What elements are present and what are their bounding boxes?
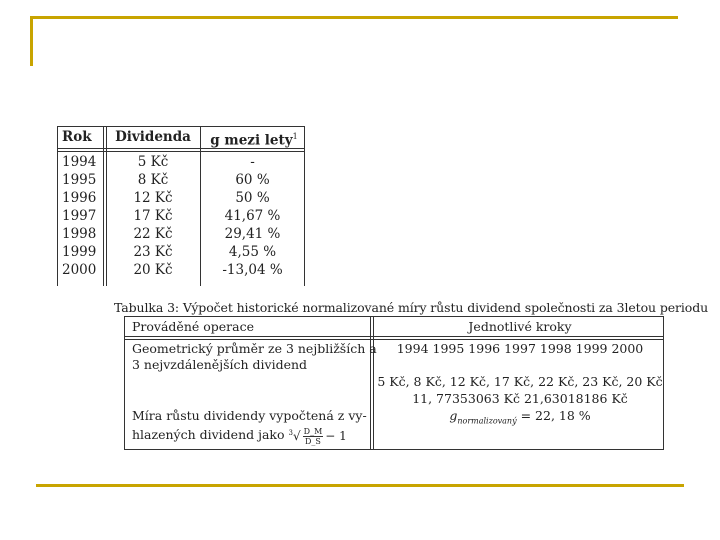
- row-5-dividend: 23 Kč: [133, 244, 173, 260]
- row-3-dividend: 17 Kč: [133, 208, 173, 224]
- row-0-dividend: 5 Kč: [137, 154, 169, 170]
- fraction-denominator: D_S: [305, 437, 321, 446]
- frame-left-line: [30, 16, 33, 66]
- root-formula: [289, 425, 347, 446]
- row-1-dividend: 8 Kč: [137, 172, 169, 188]
- fraction: [303, 427, 324, 446]
- row-0-year: 1994: [62, 154, 97, 170]
- row-3-growth: 41,67 %: [224, 208, 281, 224]
- row-1-year: 1995: [62, 172, 97, 188]
- row-6-dividend: 20 Kč: [133, 262, 173, 278]
- row-2-dividend: 12 Kč: [133, 190, 173, 206]
- g-subscript: normalizovaný: [457, 416, 517, 426]
- header-steps: Jednotlivé kroky: [468, 319, 572, 334]
- row-4-growth: 29,41 %: [224, 226, 281, 242]
- row-1-growth: 60 %: [235, 172, 270, 188]
- frame-top-line: [30, 16, 678, 19]
- header-growth: [203, 128, 305, 150]
- row-4-dividend: 22 Kč: [133, 226, 173, 242]
- operation-2-text: hlazených dividend jako: [132, 427, 285, 442]
- operation-1-line-1: Geometrický průměr ze 3 nejbližších a: [132, 341, 377, 356]
- row-5-growth: 4,55 %: [228, 244, 277, 260]
- radical-sign: √: [293, 429, 301, 443]
- footnote-mark: 1: [292, 132, 298, 141]
- row-2-year: 1996: [62, 190, 97, 206]
- operation-2-line-1: Míra růstu dividendy vypočtená z vy-: [132, 408, 367, 423]
- g-value: = 22, 18 %: [520, 408, 591, 423]
- row-3-year: 1997: [62, 208, 97, 224]
- header-dividend: Dividenda: [115, 129, 191, 145]
- computation-table: [124, 316, 664, 450]
- row-0-growth: -: [250, 154, 255, 170]
- dividend-table: [57, 126, 305, 286]
- formula-suffix: − 1: [325, 429, 347, 443]
- operation-1-line-2: 3 nejvzdálenějších dividend: [132, 357, 308, 372]
- row-2-growth: 50 %: [235, 190, 270, 206]
- g-symbol: g: [449, 408, 458, 423]
- step-dividends: 5 Kč, 8 Kč, 12 Kč, 17 Kč, 22 Kč, 23 Kč, 20 Kč: [377, 374, 663, 389]
- header-year: Rok: [62, 129, 92, 145]
- step-years: 1994 1995 1996 1997 1998 1999 2000: [396, 341, 644, 356]
- step-result: [376, 407, 664, 430]
- fraction-numerator: D_M: [303, 427, 323, 436]
- header-operations: Prováděné operace: [132, 319, 254, 334]
- row-6-growth: -13,04 %: [222, 262, 283, 278]
- frame-bottom-line: [36, 484, 684, 487]
- row-5-year: 1999: [62, 244, 97, 260]
- root-index: 3: [288, 429, 293, 437]
- row-4-year: 1998: [62, 226, 97, 242]
- table-caption: Tabulka 3: Výpočet historické normalizované míry růstu dividend společnosti za 3letou periodu: [114, 300, 709, 315]
- header-growth-text: g mezi lety: [210, 132, 293, 149]
- operation-2-line-2: [132, 425, 347, 446]
- row-6-year: 2000: [62, 262, 97, 278]
- step-means: 11, 77353063 Kč 21,63018186 Kč: [412, 391, 628, 406]
